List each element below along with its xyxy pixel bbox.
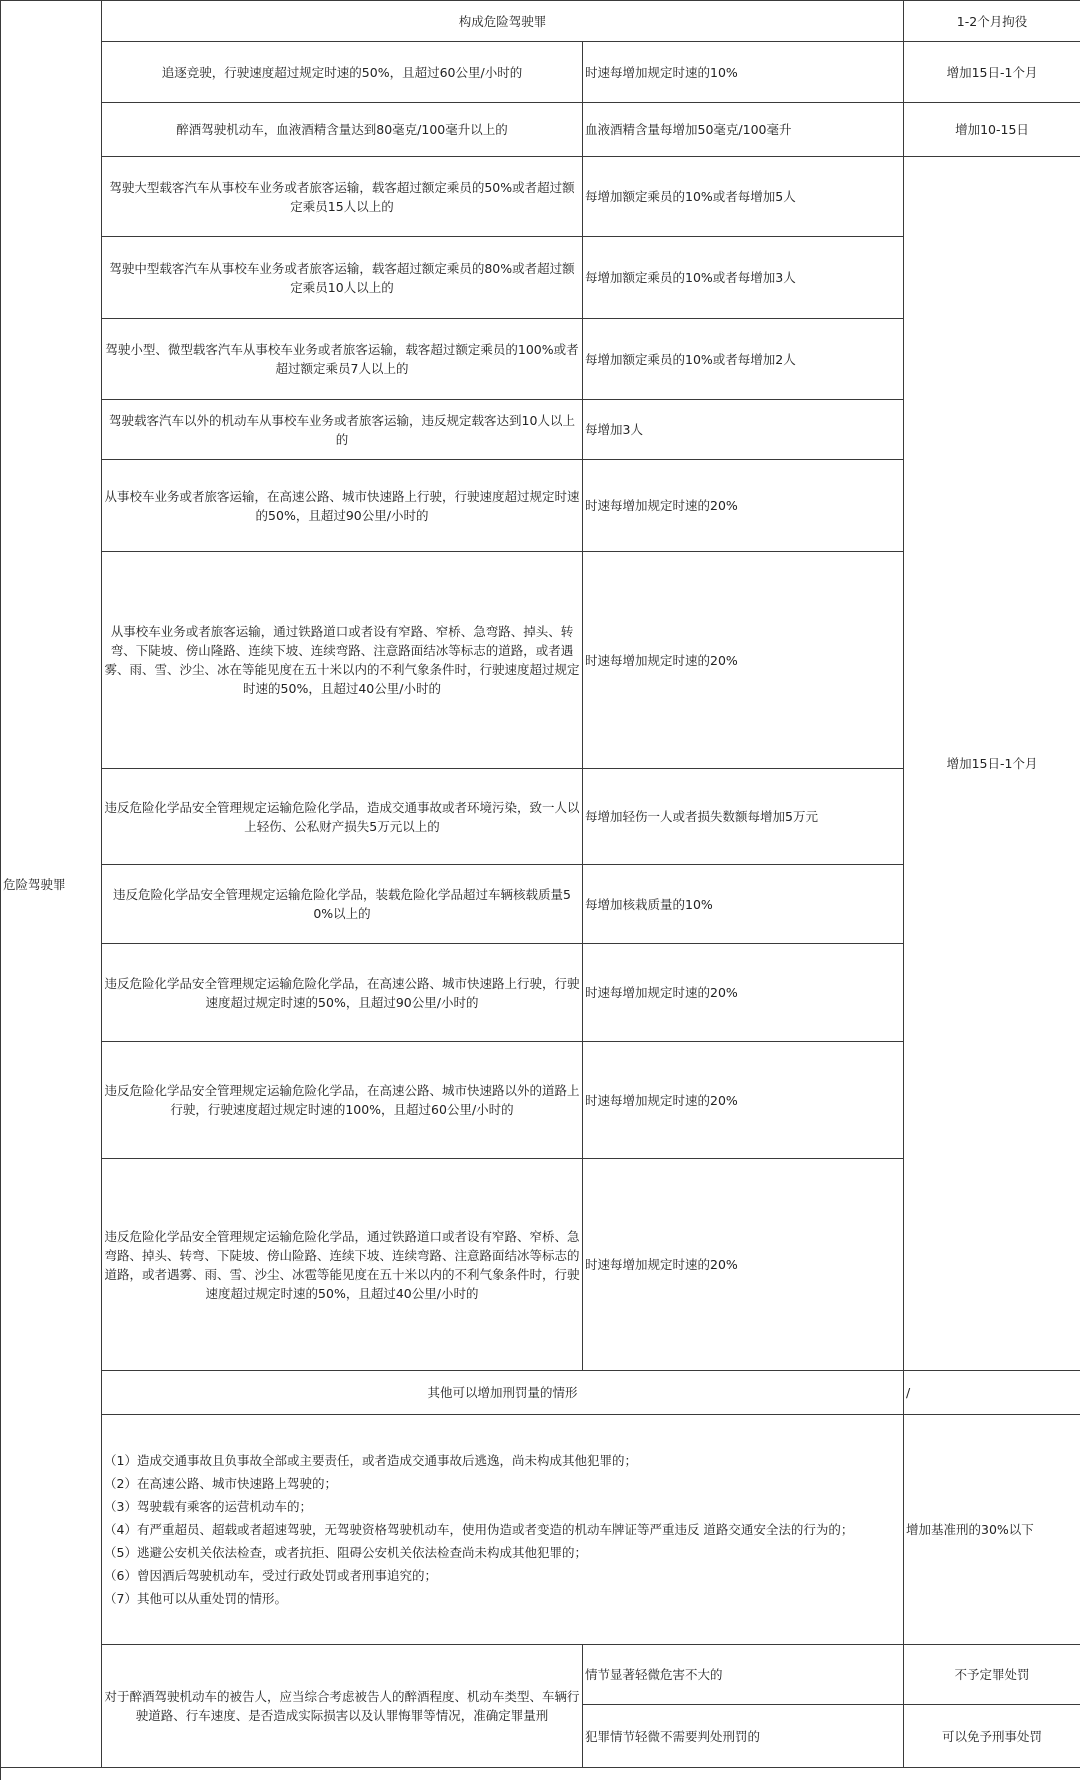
penalty-cell: 增加15日-1个月 xyxy=(904,42,1080,103)
condition-cell: 违反危险化学品安全管理规定运输危险化学品，装载危险化学品超过车辆核载质量50%以上的 xyxy=(102,865,583,944)
list-item: （7）其他可以从重处罚的情形。 xyxy=(104,1591,287,1606)
increment-cell: 时速每增加规定时速的20% xyxy=(583,460,904,552)
condition-cell: 驾驶大型载客汽车从事校车业务或者旅客运输，载客超过额定乘员的50%或者超过额定乘员15人以上的 xyxy=(102,157,583,237)
circumstance-cell: 情节显著轻微危害不大的 xyxy=(583,1645,904,1705)
list-item: （5）逃避公安机关依法检查，或者抗拒、阻碍公安机关依法检查尚未构成其他犯罪的； xyxy=(104,1545,587,1560)
circumstances-list xyxy=(102,1415,904,1645)
section-header-row xyxy=(1,1,1080,42)
increment-cell: 每增加额定乘员的10%或者每增加5人 xyxy=(583,157,904,237)
penalty-cell: 增加基准刑的30%以下 xyxy=(904,1415,1080,1645)
merged-penalty-cell: 增加15日-1个月 xyxy=(904,157,1080,1371)
list-item: （4）有严重超员、超载或者超速驾驶，无驾驶资格驾驶机动车，使用伪造或者变造的机动车牌证等严重违反 道路交通安全法的行为的； xyxy=(104,1522,854,1537)
increment-cell: 血液酒精含量每增加50毫克/100毫升 xyxy=(583,103,904,157)
condition-cell: 驾驶中型载客汽车从事校车业务或者旅客运输，载客超过额定乘员的80%或者超过额定乘员10人以上的 xyxy=(102,237,583,319)
table-continuation-edge xyxy=(0,1767,1080,1780)
penalty-cell: 可以免予刑事处罚 xyxy=(904,1705,1080,1768)
table-row xyxy=(1,157,1080,237)
condition-cell: 违反危险化学品安全管理规定运输危险化学品，通过铁路道口或者设有窄路、窄桥、急弯路、掉头、转弯、下陡坡、傍山险路、连续下坡、连续弯路、注意路面结冰等标志的道路，或者遇雾、雨、雪、沙尘、冰雹等能见度在五十米以内的不利气象条件时，行驶速度超过规定时速的50%，且超过40公里/小时的 xyxy=(102,1159,583,1371)
list-item: （6）曾因酒后驾驶机动车，受过行政处罚或者刑事追究的； xyxy=(104,1568,437,1583)
increment-cell: 时速每增加规定时速的20% xyxy=(583,1159,904,1371)
condition-cell: 驾驶小型、微型载客汽车从事校车业务或者旅客运输，载客超过额定乘员的100%或者超过额定乘员7人以上的 xyxy=(102,319,583,400)
crime-name-cell: 危险驾驶罪 xyxy=(1,1,102,1768)
increment-cell: 每增加轻伤一人或者损失数额每增加5万元 xyxy=(583,769,904,865)
table-row xyxy=(1,42,1080,103)
condition-cell: 驾驶载客汽车以外的机动车从事校车业务或者旅客运输，违反规定载客达到10人以上的 xyxy=(102,400,583,460)
increment-cell: 每增加额定乘员的10%或者每增加2人 xyxy=(583,319,904,400)
condition-cell: 违反危险化学品安全管理规定运输危险化学品，在高速公路、城市快速路上行驶，行驶速度超过规定时速的50%，且超过90公里/小时的 xyxy=(102,944,583,1042)
circumstance-cell: 犯罪情节轻微不需要判处刑罚的 xyxy=(583,1705,904,1768)
header-penalty: 1-2个月拘役 xyxy=(904,1,1080,42)
increment-cell: 时速每增加规定时速的20% xyxy=(583,552,904,769)
list-item: （1）造成交通事故且负事故全部或主要责任，或者造成交通事故后逃逸，尚未构成其他犯罪的； xyxy=(104,1453,637,1468)
condition-cell: 对于醉酒驾驶机动车的被告人，应当综合考虑被告人的醉酒程度、机动车类型、车辆行驶道路、行车速度、是否造成实际损害以及认罪悔罪等情况，准确定罪量刑 xyxy=(102,1645,583,1768)
penalty-cell: 不予定罪处罚 xyxy=(904,1645,1080,1705)
circumstances-row xyxy=(1,1415,1080,1645)
section-header-row xyxy=(1,1371,1080,1415)
condition-cell: 追逐竞驶，行驶速度超过规定时速的50%，且超过60公里/小时的 xyxy=(102,42,583,103)
increment-cell: 每增加额定乘员的10%或者每增加3人 xyxy=(583,237,904,319)
increment-cell: 每增加核栽质量的10% xyxy=(583,865,904,944)
table-row xyxy=(1,1645,1080,1705)
condition-cell: 醉酒驾驶机动车，血液酒精含量达到80毫克/100毫升以上的 xyxy=(102,103,583,157)
list-item: （2）在高速公路、城市快速路上驾驶的； xyxy=(104,1476,337,1491)
increment-cell: 时速每增加规定时速的20% xyxy=(583,944,904,1042)
condition-cell: 违反危险化学品安全管理规定运输危险化学品，在高速公路、城市快速路以外的道路上行驶，行驶速度超过规定时速的100%，且超过60公里/小时的 xyxy=(102,1042,583,1159)
increment-cell: 时速每增加规定时速的10% xyxy=(583,42,904,103)
increment-cell: 时速每增加规定时速的20% xyxy=(583,1042,904,1159)
condition-cell: 违反危险化学品安全管理规定运输危险化学品，造成交通事故或者环境污染，致一人以上轻伤、公私财产损失5万元以上的 xyxy=(102,769,583,865)
header-penalty: / xyxy=(904,1371,1080,1415)
list-item: （3）驾驶载有乘客的运营机动车的； xyxy=(104,1499,312,1514)
section-header: 构成危险驾驶罪 xyxy=(102,1,904,42)
penalty-cell: 增加10-15日 xyxy=(904,103,1080,157)
section-header: 其他可以增加刑罚量的情形 xyxy=(102,1371,904,1415)
increment-cell: 每增加3人 xyxy=(583,400,904,460)
condition-cell: 从事校车业务或者旅客运输，通过铁路道口或者设有窄路、窄桥、急弯路、掉头、转弯、下陡坡、傍山隆路、连续下坡、连续弯路、注意路面结冰等标志的道路，或者遇雾、雨、雪、沙尘、冰在等能见度在五十米以内的不利气象条件时，行驶速度超过规定时速的50%，且超过40公里/小时的 xyxy=(102,552,583,769)
condition-cell: 从事校车业务或者旅客运输，在高速公路、城市快速路上行驶，行驶速度超过规定时速的50%，且超过90公里/小时的 xyxy=(102,460,583,552)
table-row xyxy=(1,103,1080,157)
